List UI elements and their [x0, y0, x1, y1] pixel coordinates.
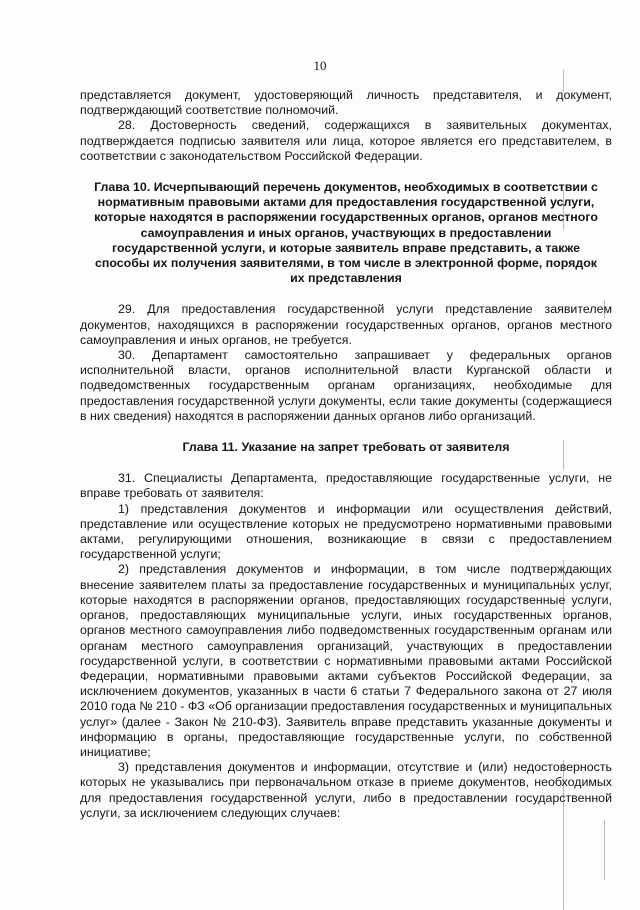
page-number: 10: [313, 58, 327, 73]
paragraph-continuation: представляется документ, удостоверяющий личность представителя, и документ, подтверждающий соответствие полномочий.: [80, 88, 612, 118]
chapter-10-heading: Глава 10. Исчерпывающий перечень документов, необходимых в соответствии с нормативным правовыми актами для предоставления государственной услуги, которые находятся в распоряжении государственных органов, органов местного самоуправления и иных органов, участвующих в предоставлении государственной услуги, и которые заявитель вправе представить, а также способы их получения заявителями, в том числе в электронной форме, порядок их представления: [94, 180, 598, 286]
paragraph-30: 30. Департамент самостоятельно запрашивает у федеральных органов исполнительной власти, органов исполнительной власти Курганской области и подведомственных государственным органам организациях, необходимые для предоставления государственной услуги документы, если такие документы (содержащиеся в них сведения) находятся в распоряжении данных органов либо организаций.: [80, 348, 612, 423]
paragraph-29: 29. Для предоставления государственной услуги представление заявителем документов, находящихся в распоряжении государственных органов, органов местного самоуправления и иных органов, не требуется.: [80, 302, 612, 347]
list-item-2: 2) представления документов и информации, в том числе подтверждающих внесение заявителем платы за предоставление государственных и муниципальных услуг, которые находятся в распоряжении органов, предоставляющих государственные услуги, органов, предоставляющих муниципальные услуги, иных государственных органов, органов местного самоуправления либо подведомственных государственным органам или органам местного самоуправления организаций, участвующих в предоставлении государственной услуги, в соответствии с нормативными правовыми актами Российской Федерации, нормативными правовыми актами субъектов Российской Федерации, за исключением документов, указанных в части 6 статьи 7 Федерального закона от 27 июля 2010 года № 210 - ФЗ «Об организации предоставления государственных и муниципальных услуг» (далее - Закон № 210-ФЗ). Заявитель вправе представить указанные документы и информацию в органы, предоставляющие государственные услуги, по собственной инициативе;: [80, 562, 612, 759]
document-body: [80, 88, 612, 821]
paragraph-31: 31. Специалисты Департамента, предоставляющие государственные услуги, не вправе требовать от заявителя:: [80, 471, 612, 501]
list-item-3: 3) представления документов и информации, отсутствие и (или) недостоверность которых не указывались при первоначальном отказе в приеме документов, необходимых для предоставления государственной услуги, либо в предоставлении государственной услуги, за исключением следующих случаев:: [80, 760, 612, 820]
scan-artifact: [604, 820, 605, 880]
list-item-1: 1) представления документов и информации или осуществления действий, представление или осуществление которых не предусмотрено нормативными правовыми актами, регулирующими отношения, возникающие в связи с предоставлением государственной услуги;: [80, 501, 612, 562]
chapter-11-heading: Глава 11. Указание на запрет требовать от заявителя: [182, 440, 510, 455]
paragraph-28: 28. Достоверность сведений, содержащихся в заявительных документах, подтверждается подписью заявителя или лица, которое является его представителем, в соответствии с законодательством Российской Федерации.: [80, 118, 612, 163]
